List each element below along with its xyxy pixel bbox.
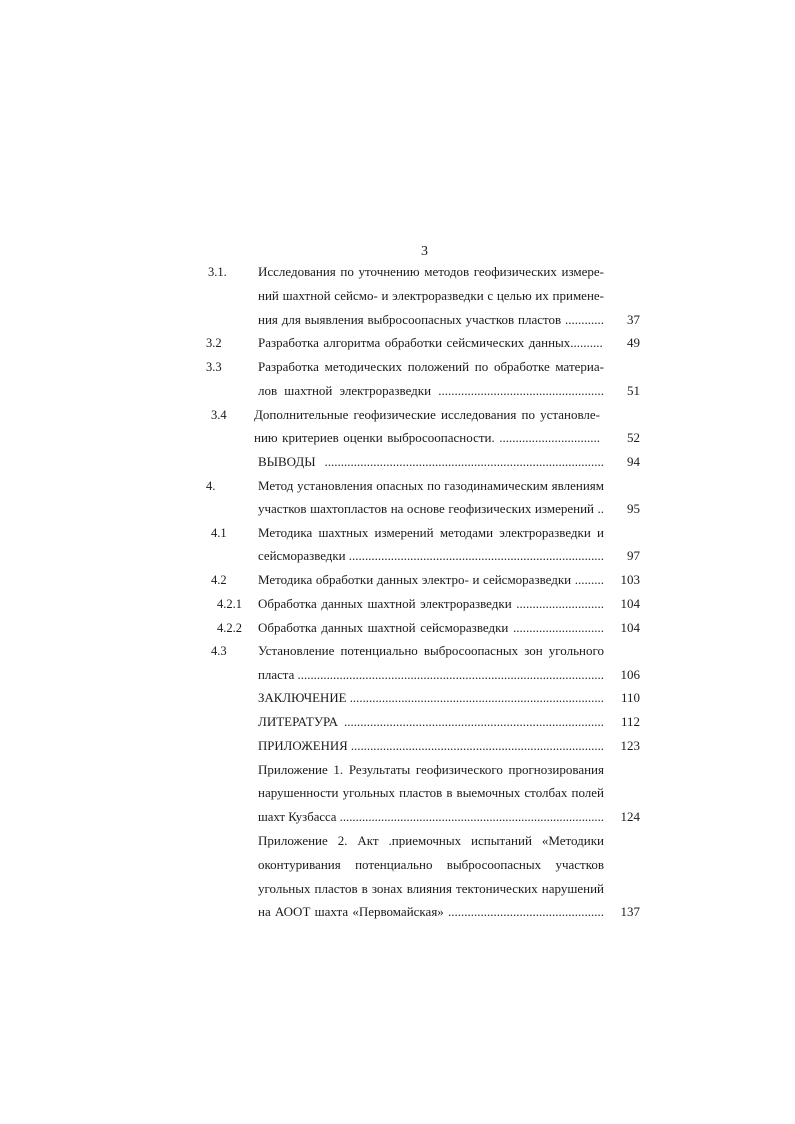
toc-entry-page: 137: [620, 904, 640, 919]
toc-entry-text: Приложение 1. Результаты геофизического прогнозирования: [258, 762, 604, 777]
toc-entry-text: ния для выявления выбросоопасных участков пластов ............: [258, 312, 604, 327]
toc-entry-text: Дополнительные геофизические исследования по установле-: [254, 407, 600, 422]
toc-entry-text: Разработка алгоритма обработки сейсмических данных..........: [258, 335, 603, 350]
toc-entry-page: 124: [620, 809, 640, 824]
toc-entry-text: нию критериев оценки выбросоопасности. ...............................: [254, 430, 600, 445]
toc-entry-number: 3.1.: [208, 265, 227, 279]
toc-entry-text: Метод установления опасных по газодинамическим явлениям: [258, 478, 604, 493]
toc-entry-page: 104: [620, 596, 640, 611]
toc-entry-text: ЗАКЛЮЧЕНИЕ ...............................................................................: [258, 690, 604, 705]
toc-entry-number: 4.2.1: [217, 597, 242, 611]
toc-entry-number: 4.3: [211, 644, 227, 658]
toc-entry-page: 97: [627, 548, 640, 563]
toc-entry-number: 4.1: [211, 526, 227, 540]
toc-entry-text: Установление потенциально выбросоопасных зон угольного: [258, 643, 604, 658]
toc-entry-page: 52: [627, 430, 640, 445]
toc-entry-text: Приложение 2. Акт .приемочных испытаний «Методики: [258, 833, 604, 848]
toc-entry-page: 104: [620, 620, 640, 635]
toc-entry-text: шахт Кузбасса ...................................................................................: [258, 809, 604, 824]
toc-entry-text: участков шахтопластов на основе геофизических измерений ..: [258, 501, 604, 516]
toc-entry-page: 123: [620, 738, 640, 753]
toc-entry-number: 3.3: [206, 360, 222, 374]
toc-entry-page: 49: [627, 335, 640, 350]
toc-entry-page: 106: [620, 667, 640, 682]
toc-entry-text: лов шахтной электроразведки ...................................................: [258, 383, 604, 398]
page-number: 3: [421, 244, 428, 259]
toc-entry-page: 95: [627, 501, 640, 516]
toc-entry-page: 37: [627, 312, 640, 327]
toc-entry-page: 103: [620, 572, 640, 587]
toc-entry-page: 51: [627, 383, 640, 398]
toc-entry-text: Методика шахтных измерений методами электроразведки и: [258, 525, 604, 540]
toc-entry-text: угольных пластов в зонах влияния тектонических нарушений: [258, 881, 604, 896]
toc-entry-number: 3.4: [211, 408, 227, 422]
toc-entry-text: оконтуривания потенциально выбросоопасных участков: [258, 857, 604, 872]
toc-entry-text: ПРИЛОЖЕНИЯ ...............................................................................: [258, 738, 604, 753]
toc-entry-text: ЛИТЕРАТУРА ................................................................................: [258, 714, 604, 729]
toc-entry-text: ВЫВОДЫ ......................................................................................: [258, 454, 604, 469]
toc-entry-text: пласта ...............................................................................................: [258, 667, 604, 682]
toc-entry-page: 94: [627, 454, 640, 469]
toc-entry-page: 110: [620, 690, 640, 705]
toc-entry-text: ний шахтной сейсмо- и электроразведки с целью их примене-: [258, 288, 604, 303]
toc-entry-text: Исследования по уточнению методов геофизических измере-: [258, 264, 604, 279]
toc-entry-text: Разработка методических положений по обработке материа-: [258, 359, 604, 374]
toc-entry-text: на АООТ шахта «Первомайская» ................................................: [258, 904, 604, 919]
toc-entry-page: 112: [620, 714, 640, 729]
toc-entry-text: Обработка данных шахтной сейсморазведки ............................: [258, 620, 604, 635]
toc-entry-number: 4.: [206, 479, 216, 493]
toc-entry-number: 4.2.2: [217, 621, 242, 635]
toc-entry-text: Методика обработки данных электро- и сейсморазведки .........: [258, 572, 604, 587]
toc-entry-text: Обработка данных шахтной электроразведки ...........................: [258, 596, 604, 611]
toc-entry-number: 4.2: [211, 573, 227, 587]
toc-entry-number: 3.2: [206, 336, 222, 350]
toc-entry-text: нарушенности угольных пластов в выемочных столбах полей: [258, 785, 604, 800]
toc-entry-text: сейсморазведки ...............................................................................: [258, 548, 604, 563]
